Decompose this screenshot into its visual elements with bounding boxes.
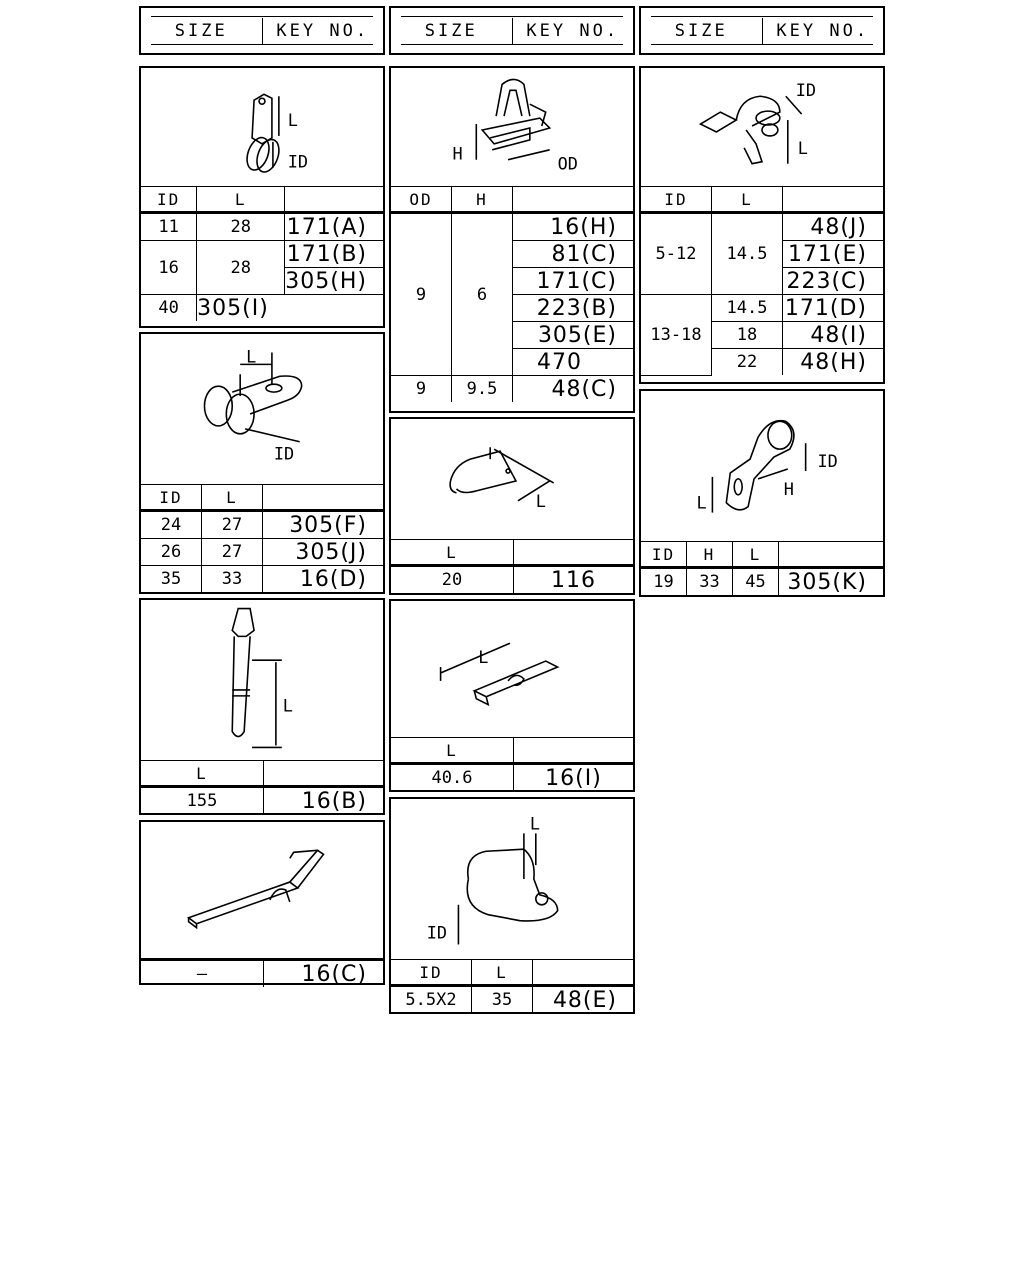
clip-figure	[391, 799, 633, 959]
svg-text:L: L	[282, 695, 293, 716]
key-no[interactable]: 116	[514, 566, 634, 594]
ring-clip-drawing	[141, 68, 383, 186]
strap-clip-drawing	[141, 822, 383, 958]
table-row: 155 16(B)	[141, 787, 383, 815]
clip-spec-table: ID L 24 27 305(F) 26 27 305(J) 35 33 16(D)	[141, 484, 383, 592]
svg-text:L: L	[246, 346, 257, 367]
clip-figure	[141, 600, 383, 760]
clip-block-ring-tab	[139, 66, 385, 328]
clip-figure	[391, 68, 633, 186]
clip-spec-table: ID L 5-12 14.5 48(J) 171(E) 223(C) 13-18 14.5 171(D) 18 48(I) 22 48(H)	[641, 186, 883, 376]
svg-text:H: H	[783, 478, 794, 499]
table-row: 5.5X2 35 48(E)	[391, 986, 633, 1014]
clip-spec-table: L 40.6 16(I)	[391, 737, 633, 791]
clip-figure	[391, 601, 633, 737]
key-no[interactable]: 171(C)	[513, 268, 634, 295]
clip-figure	[641, 391, 883, 541]
svg-text:ID: ID	[817, 450, 838, 471]
key-no[interactable]: 223(C)	[783, 268, 884, 295]
key-no-header: KEY NO.	[776, 20, 870, 41]
svg-text:ID: ID	[287, 151, 309, 172]
spring-clip-drawing	[391, 419, 633, 539]
key-no[interactable]: 171(B)	[285, 241, 383, 268]
key-no-header: KEY NO.	[276, 20, 370, 41]
clip-figure	[141, 334, 383, 484]
key-no[interactable]: 305(K)	[779, 568, 884, 596]
key-no[interactable]: 305(H)	[285, 268, 383, 295]
flat-clip-drawing	[391, 601, 633, 737]
clip-spec-table	[141, 186, 383, 321]
tie-clip-drawing	[141, 600, 383, 760]
table-row: 5-12 14.5 48(J)	[641, 213, 883, 241]
table-row: 22 48(H)	[641, 349, 883, 376]
clip-block-twin-clip	[639, 66, 885, 384]
table-row: 24 27 305(F)	[141, 511, 383, 539]
key-no[interactable]: 48(J)	[783, 213, 884, 241]
key-no[interactable]: 305(J)	[263, 539, 384, 566]
header-col2	[389, 6, 635, 55]
key-no[interactable]: 48(H)	[783, 349, 884, 376]
size-header: SIZE	[391, 18, 513, 44]
col-id: ID	[141, 187, 197, 213]
key-no[interactable]: 305(F)	[263, 511, 384, 539]
double-clip-drawing	[391, 799, 633, 959]
key-no[interactable]: 171(D)	[783, 295, 884, 322]
key-no[interactable]: 16(I)	[514, 764, 634, 792]
svg-text:L: L	[797, 137, 808, 158]
col-l: L	[197, 187, 285, 213]
clip-figure	[391, 419, 633, 539]
p-clip-drawing	[641, 391, 883, 541]
table-row: 16 28 171(B)	[141, 241, 383, 268]
svg-text:L: L	[287, 110, 298, 131]
key-no[interactable]: 48(I)	[783, 322, 884, 349]
table-row: 40 305(I)	[141, 295, 383, 322]
clip-spec-table: OD H 9 6 16(H) 81(C) 171(C) 223(B) 305(E) 470 9 9.5 48(C)	[391, 186, 633, 402]
clip-block-push-in	[389, 66, 635, 413]
key-no-header: KEY NO.	[526, 20, 620, 41]
push-in-clip-drawing	[391, 68, 633, 186]
col-key	[285, 187, 383, 213]
clip-block-double-clip	[389, 797, 635, 1014]
clip-spec-table: ID H L 19 33 45 305(K)	[641, 541, 883, 595]
clip-spec-table: L 20 116	[391, 539, 633, 593]
svg-text:OD: OD	[557, 153, 578, 174]
key-no[interactable]: 171(A)	[285, 213, 383, 241]
table-row: 20 116	[391, 566, 633, 594]
svg-text:ID: ID	[426, 922, 448, 943]
table-row: 13-18 14.5 171(D)	[641, 295, 883, 322]
key-no[interactable]: 305(E)	[513, 322, 634, 349]
size-header: SIZE	[141, 18, 263, 44]
svg-text:ID: ID	[273, 443, 295, 464]
key-no[interactable]: 48(C)	[513, 376, 634, 403]
svg-text:L: L	[696, 492, 707, 513]
clip-spec-table: L 155 16(B)	[141, 760, 383, 814]
table-row: 26 27 305(J)	[141, 539, 383, 566]
clip-block-flat-clip	[389, 599, 635, 792]
clip-figure	[141, 68, 383, 186]
saddle-clip-drawing	[141, 334, 383, 484]
key-no[interactable]: 16(B)	[264, 787, 384, 815]
table-row: 9 6 16(H)	[391, 213, 633, 241]
clip-figure	[641, 68, 883, 186]
table-row: — 16(C)	[141, 960, 383, 988]
svg-text:L: L	[535, 490, 546, 511]
svg-text:ID: ID	[795, 80, 817, 101]
key-no[interactable]: 16(H)	[513, 213, 634, 241]
key-no[interactable]: 16(C)	[264, 960, 384, 988]
table-row: 35 33 16(D)	[141, 566, 383, 593]
table-row: 19 33 45 305(K)	[641, 568, 883, 596]
key-no[interactable]: 16(D)	[263, 566, 384, 593]
size-header: SIZE	[641, 18, 763, 44]
table-row: 40.6 16(I)	[391, 764, 633, 792]
clip-spec-table	[141, 958, 383, 987]
header-col3	[639, 6, 885, 55]
twin-clip-drawing	[641, 68, 883, 186]
svg-text:L: L	[478, 647, 489, 668]
key-no[interactable]: 305(I)	[197, 295, 285, 322]
key-no[interactable]: 48(E)	[533, 986, 634, 1014]
key-no[interactable]: 470	[513, 349, 634, 376]
table-row: 11 28 171(A)	[141, 213, 383, 241]
clip-block-spring	[389, 417, 635, 595]
header-col1	[139, 6, 385, 55]
key-no[interactable]: 223(B)	[513, 295, 634, 322]
clip-spec-table: ID L 5.5X2 35 48(E)	[391, 959, 633, 1013]
clip-block-tie	[139, 598, 385, 815]
key-no[interactable]: 81(C)	[513, 241, 634, 268]
clip-block-p-clip	[639, 389, 885, 597]
table-row: 18 48(I)	[641, 322, 883, 349]
clip-block-strap	[139, 820, 385, 985]
key-no[interactable]: 171(E)	[783, 241, 884, 268]
clip-block-saddle	[139, 332, 385, 594]
clip-figure	[141, 822, 383, 958]
svg-text:H: H	[452, 143, 463, 164]
table-row: 9 9.5 48(C)	[391, 376, 633, 403]
svg-text:L: L	[529, 813, 541, 834]
